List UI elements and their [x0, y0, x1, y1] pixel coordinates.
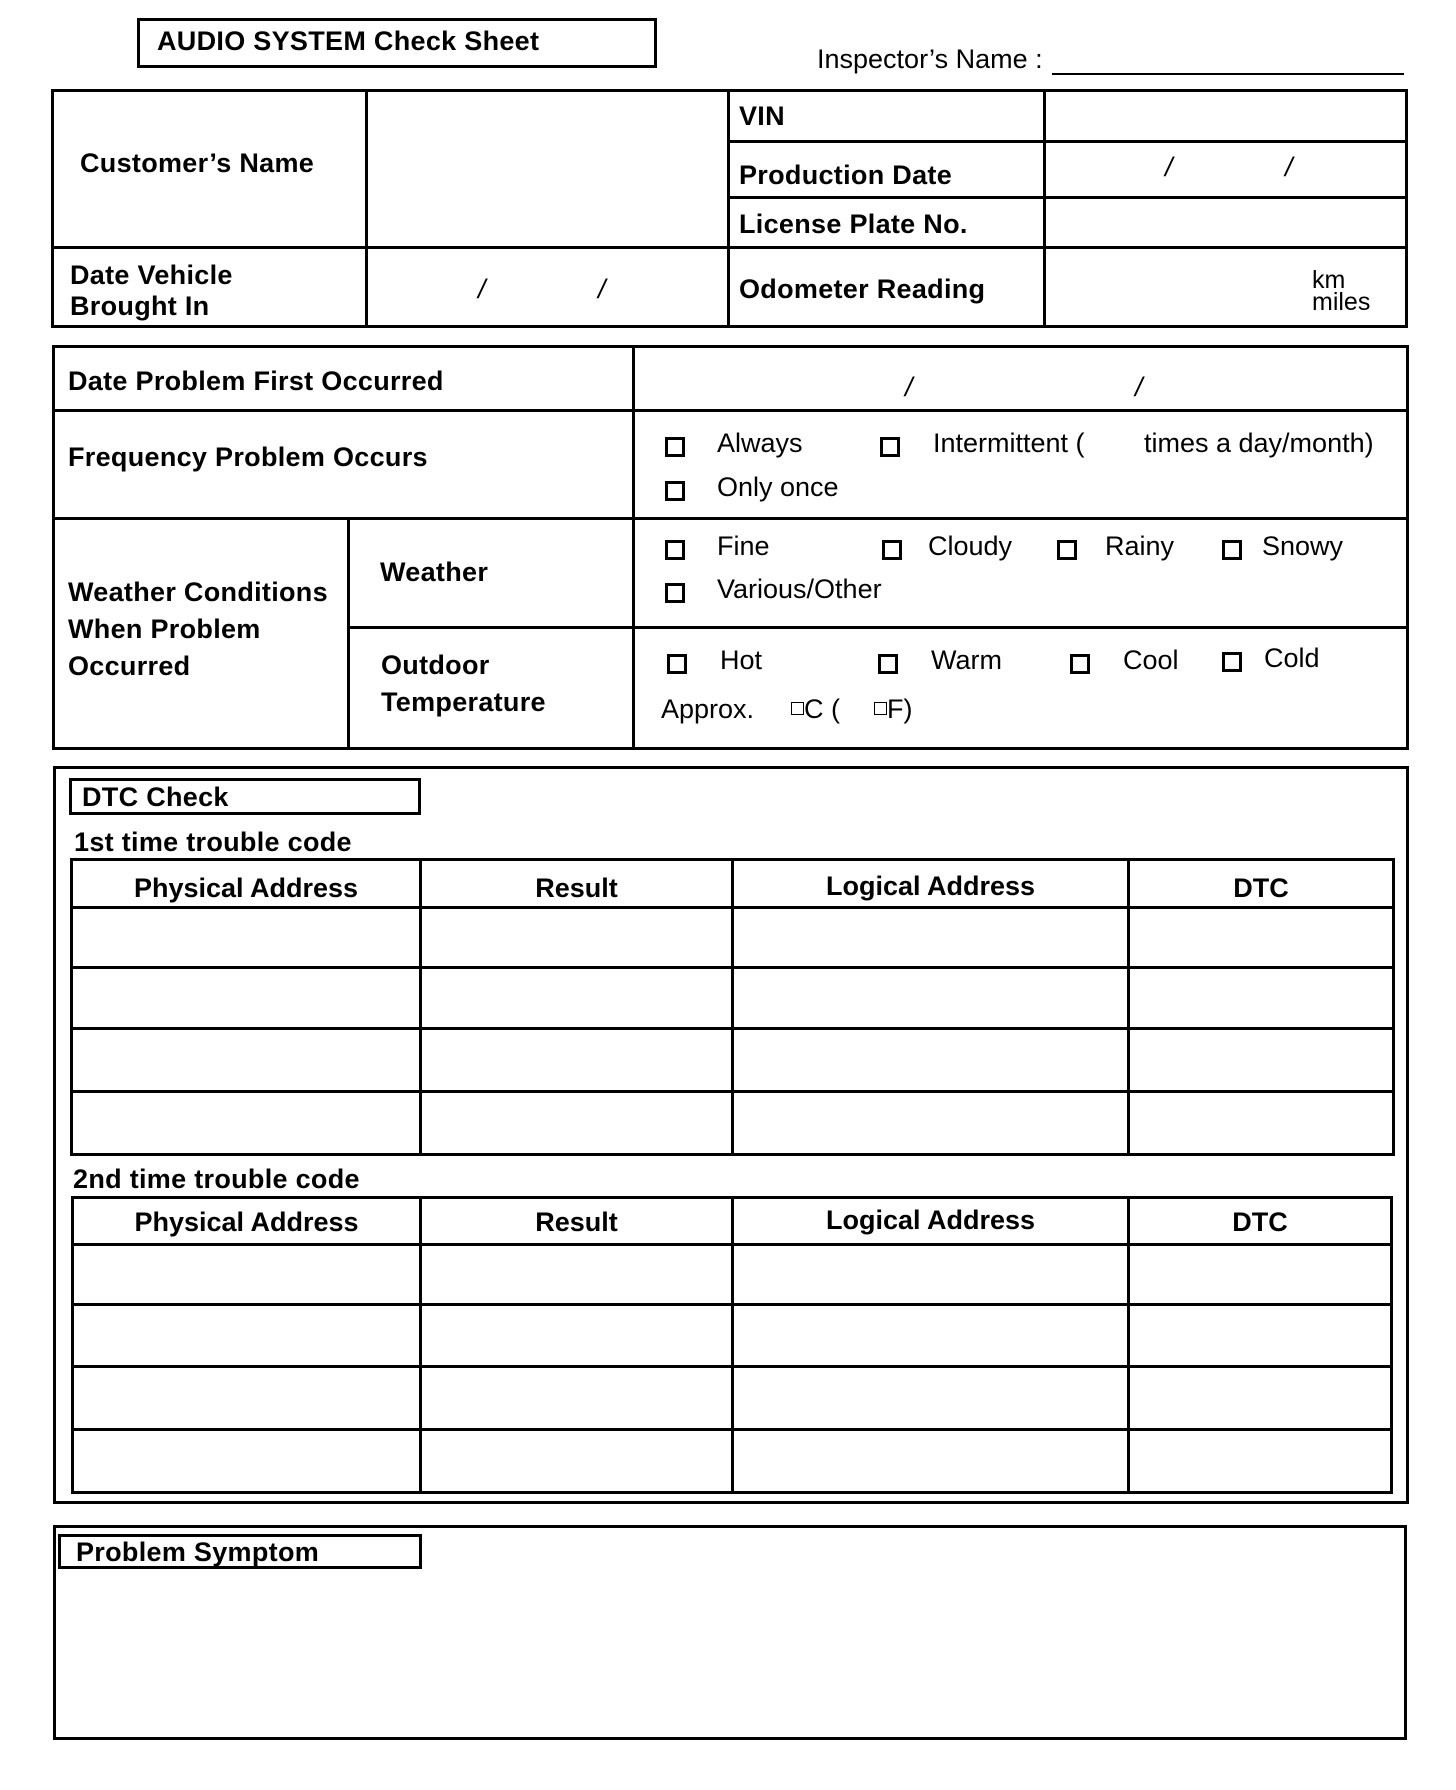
table-row[interactable]	[74, 1431, 1390, 1491]
column-header-physical-address: Physical Address	[133, 873, 359, 903]
dtc-check-title: DTC Check	[82, 782, 229, 812]
degree-symbol-icon	[791, 702, 804, 715]
fahrenheit-label: F)	[887, 694, 913, 724]
celsius-label: C (	[804, 694, 840, 724]
table-row[interactable]	[74, 1306, 1390, 1365]
table-row[interactable]	[73, 1093, 1392, 1153]
column-header-dtc: DTC	[1232, 1207, 1288, 1237]
hot-label: Hot	[720, 645, 763, 675]
table-row[interactable]	[74, 1246, 1390, 1303]
snowy-label: Snowy	[1262, 531, 1344, 561]
cool-label: Cool	[1123, 645, 1179, 675]
column-header-physical-address: Physical Address	[134, 1207, 359, 1237]
weather-label: Weather	[380, 557, 489, 587]
weather-conditions-label: Weather Conditions	[68, 577, 328, 607]
outdoor-temperature-label: Outdoor	[381, 650, 490, 680]
times-per-label: times a day/month)	[1144, 428, 1374, 458]
always-label: Always	[717, 428, 803, 458]
date-first-occurred-label: Date Problem First Occurred	[68, 366, 444, 396]
km-unit: km	[1312, 266, 1346, 294]
production-date-field[interactable]	[1046, 143, 1405, 196]
table-row[interactable]	[73, 909, 1392, 966]
miles-unit: miles	[1312, 288, 1371, 316]
always-checkbox[interactable]	[665, 437, 685, 457]
date-separator: /	[1135, 372, 1143, 402]
dtc-check-title-box	[69, 778, 421, 815]
first-trouble-code-label: 1st time trouble code	[74, 827, 352, 857]
weather-conditions-label: When Problem	[68, 614, 261, 644]
production-date-label: Production Date	[739, 160, 953, 190]
date-brought-in-label: Brought In	[70, 291, 210, 321]
cloudy-label: Cloudy	[928, 531, 1013, 561]
cold-label: Cold	[1264, 643, 1320, 673]
problem-symptom-title-box	[58, 1534, 422, 1569]
vin-label: VIN	[739, 101, 785, 131]
inspector-label: Inspector’s Name :	[817, 44, 1043, 74]
cold-checkbox[interactable]	[1222, 652, 1242, 672]
only-once-checkbox[interactable]	[665, 481, 685, 501]
date-first-occurred-field[interactable]	[635, 348, 1406, 409]
page-title: AUDIO SYSTEM Check Sheet	[157, 26, 540, 56]
date-separator: /	[1285, 152, 1293, 182]
cloudy-checkbox[interactable]	[882, 540, 902, 560]
inspector-name-field[interactable]	[1052, 73, 1404, 75]
degree-symbol-icon	[874, 702, 887, 715]
date-brought-in-field[interactable]	[368, 249, 727, 325]
column-header-result: Result	[535, 1207, 618, 1237]
customer-name-field[interactable]	[368, 92, 727, 246]
column-header-result: Result	[535, 873, 618, 903]
odometer-label: Odometer Reading	[739, 274, 986, 304]
snowy-checkbox[interactable]	[1222, 540, 1242, 560]
various-checkbox[interactable]	[665, 583, 685, 603]
date-separator: /	[905, 372, 913, 402]
problem-symptom-title: Problem Symptom	[76, 1537, 320, 1567]
title-box	[137, 18, 657, 68]
fine-checkbox[interactable]	[665, 540, 685, 560]
date-separator: /	[478, 274, 486, 304]
approx-label: Approx.	[661, 694, 755, 724]
only-once-label: Only once	[717, 472, 839, 502]
cool-checkbox[interactable]	[1070, 654, 1090, 674]
license-plate-field[interactable]	[1046, 199, 1405, 246]
fine-label: Fine	[717, 531, 770, 561]
table-row[interactable]	[74, 1368, 1390, 1428]
warm-label: Warm	[931, 645, 1002, 675]
column-header-logical-address: Logical Address	[825, 1205, 1036, 1235]
license-plate-label: License Plate No.	[739, 209, 968, 239]
intermittent-label: Intermittent (	[933, 428, 1085, 458]
date-separator: /	[598, 274, 606, 304]
customer-name-label: Customer’s Name	[80, 148, 315, 178]
date-separator: /	[1165, 152, 1173, 182]
table-row[interactable]	[73, 969, 1392, 1027]
rainy-label: Rainy	[1105, 531, 1175, 561]
second-trouble-code-label: 2nd time trouble code	[73, 1164, 360, 1194]
vin-field[interactable]	[1046, 92, 1405, 140]
various-label: Various/Other	[717, 574, 882, 604]
table-row[interactable]	[73, 1030, 1392, 1090]
intermittent-checkbox[interactable]	[880, 437, 900, 457]
column-header-dtc: DTC	[1233, 873, 1289, 903]
column-header-logical-address: Logical Address	[825, 871, 1036, 901]
hot-checkbox[interactable]	[667, 654, 687, 674]
outdoor-temperature-label: Temperature	[381, 687, 546, 717]
rainy-checkbox[interactable]	[1057, 540, 1077, 560]
warm-checkbox[interactable]	[878, 654, 898, 674]
problem-symptom-field[interactable]	[60, 1575, 1402, 1735]
frequency-label: Frequency Problem Occurs	[68, 442, 428, 472]
weather-conditions-label: Occurred	[68, 651, 191, 681]
date-brought-in-label: Date Vehicle	[70, 260, 233, 290]
